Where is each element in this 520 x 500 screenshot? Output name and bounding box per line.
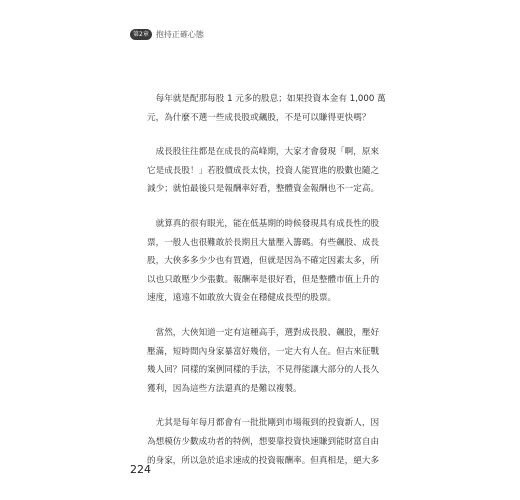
running-header xyxy=(130,29,204,40)
paragraph-3 xyxy=(147,215,379,308)
text-line: 元，為什麼不選一些成長股或飆股，不是可以賺得更快嗎？ xyxy=(147,112,371,123)
body-text xyxy=(147,90,386,486)
text-line: 減少；就怕最後只是報酬率好看，整體資金報酬也不一定高。 xyxy=(147,184,380,195)
text-line: 尤其是每年每月都會有一批批剛到市場報到的投資新人，因 xyxy=(147,418,380,429)
text-line: 票，一般人也很難敢於長期且大量壓入籌碼。有些飆股、成長 xyxy=(147,237,380,248)
text-line: 幾人回？同樣的案例同樣的手法，不見得能讓大部分的人長久 xyxy=(147,365,380,376)
paragraph-2 xyxy=(147,143,379,199)
text-line: 當然，大俠知道一定有這種高手，選對成長股、飆股，壓好 xyxy=(147,327,380,338)
paragraph-1 xyxy=(147,90,386,127)
page-number: 224 xyxy=(130,463,151,476)
text-line: 以也只敢壓少少張數。報酬率是很好看，但是整體市值上升的 xyxy=(147,274,380,285)
text-line: 股，大俠多多少少也有買過，但就是因為不確定因素太多，所 xyxy=(147,256,380,267)
paragraph-4 xyxy=(147,324,379,398)
text-line: 成長股往往都是在成長的高峰期，大家才會發現「啊，原來 xyxy=(147,147,380,158)
chapter-badge: 第2章 xyxy=(130,29,152,40)
text-line: 它是成長股！」若股價成長太快，投資人能買進的股數也隨之 xyxy=(147,165,380,176)
text-line: 每年就是配那每股 1 元多的股息；如果投資本金有 1,000 萬 xyxy=(147,94,386,104)
paragraph-5 xyxy=(147,414,379,470)
text-line: 就算真的很有眼光，能在低基期的時候發現具有成長性的股 xyxy=(147,218,380,229)
text-line: 的身家，所以急於追求速成的投資報酬率。但真相是，絕大多 xyxy=(147,455,380,466)
text-line: 壓滿，短時間內身家暴富好幾倍，一定大有人在。但古來征戰 xyxy=(147,346,380,357)
text-line: 獲利，因為這些方法還真的是難以複製。 xyxy=(147,383,302,394)
text-line: 為想模仿少數成功者的特例，想要靠投資快速賺到能財富自由 xyxy=(147,436,380,447)
text-line: 速度，遠遠不如敢放大資金在穩健成長型的股票。 xyxy=(147,293,337,304)
chapter-title: 抱持正確心態 xyxy=(155,30,204,39)
